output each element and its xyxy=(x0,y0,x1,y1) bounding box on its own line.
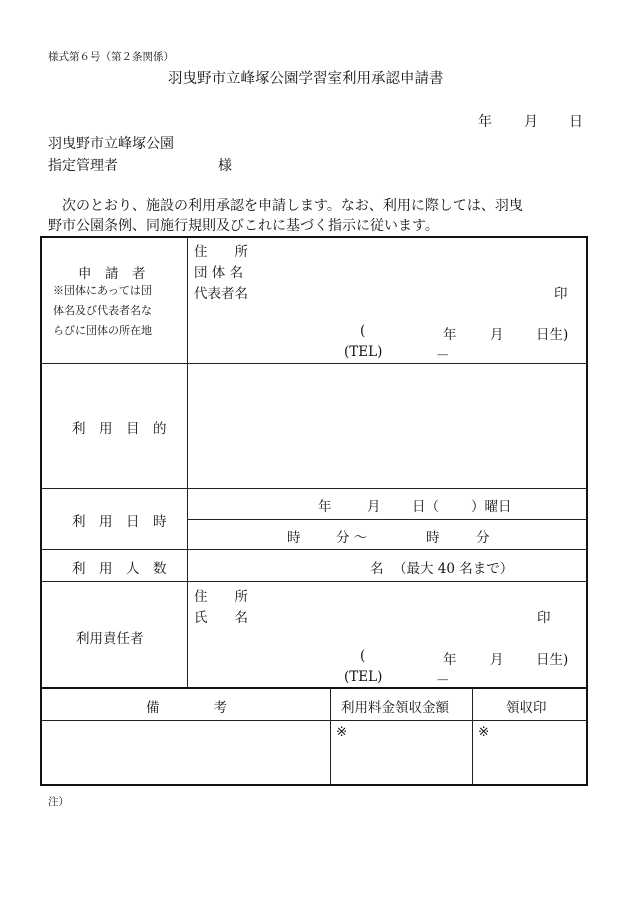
row-divider xyxy=(40,581,588,582)
people-unit: 名 xyxy=(370,561,384,577)
datetime-hour-start: 時 xyxy=(287,530,301,546)
manager-tel-dash: － xyxy=(436,673,450,689)
fee-mark: ※ xyxy=(336,724,348,740)
applicant-seal: 印 xyxy=(554,286,568,302)
table-border-right xyxy=(586,236,588,786)
intro-line1: 次のとおり、施設の利用承認を申請します。なお、利用に際しては、羽曳 xyxy=(62,198,523,214)
table-border-bottom xyxy=(40,784,588,786)
manager-address-label: 住 所 xyxy=(194,589,248,605)
applicant-note-2: 体名及び代表者名な xyxy=(53,304,152,317)
people-label: 利 用 人 数 xyxy=(72,561,167,577)
applicant-note-1: ※団体にあっては団 xyxy=(53,284,152,297)
footer-col-divider xyxy=(330,687,331,785)
addressee-honorific: 様 xyxy=(218,158,232,174)
datetime-weekday: ）曜日 xyxy=(471,499,512,515)
footer-divider xyxy=(40,687,588,689)
manager-birth-month: 月 xyxy=(490,652,504,668)
applicant-birth-month: 月 xyxy=(490,327,504,343)
datetime-month: 月 xyxy=(367,499,381,515)
applicant-rep-label: 代表者名 xyxy=(194,286,248,302)
remarks-header: 備 考 xyxy=(146,700,227,716)
datetime-min-end: 分 xyxy=(476,530,490,546)
row-divider xyxy=(40,488,588,489)
row-divider xyxy=(40,363,588,364)
footer-col-divider xyxy=(472,687,473,785)
applicant-birth-year: 年 xyxy=(443,327,457,343)
date-month: 月 xyxy=(524,114,538,130)
date-year: 年 xyxy=(478,114,492,130)
datetime-label: 利 用 日 時 xyxy=(72,514,167,530)
datetime-year: 年 xyxy=(318,499,332,515)
manager-birth-year: 年 xyxy=(443,652,457,668)
row-divider xyxy=(187,519,588,520)
note: 注） xyxy=(48,796,69,808)
purpose-label: 利 用 目 的 xyxy=(72,421,167,437)
datetime-hour-end: 時 xyxy=(426,530,440,546)
receipt-mark: ※ xyxy=(478,724,490,740)
label-divider xyxy=(187,236,188,688)
manager-name-label: 氏 名 xyxy=(194,610,248,626)
table-border-left xyxy=(40,236,42,786)
manager-seal: 印 xyxy=(537,610,551,626)
table-border-top xyxy=(40,236,588,238)
footer-header-divider xyxy=(40,720,588,721)
manager-tel-label: (TEL) xyxy=(344,669,383,685)
row-divider xyxy=(40,549,588,550)
manager-birth-day: 日生) xyxy=(536,652,569,668)
applicant-address-label: 住 所 xyxy=(194,244,248,260)
form-number: 様式第６号（第２条関係） xyxy=(48,51,174,63)
applicant-birth-open: ( xyxy=(360,323,366,339)
addressee-line2: 指定管理者 xyxy=(48,158,118,174)
applicant-birth-day: 日生) xyxy=(536,327,569,343)
people-limit: （最大 40 名まで） xyxy=(393,561,514,577)
manager-birth-open: ( xyxy=(360,648,366,664)
addressee-line1: 羽曳野市立峰塚公園 xyxy=(48,136,174,152)
datetime-min-start: 分 ～ xyxy=(336,530,368,546)
applicant-label: 申 請 者 xyxy=(78,266,146,282)
receipt-header: 領収印 xyxy=(506,700,547,716)
applicant-org-label: 団 体 名 xyxy=(194,265,244,281)
manager-label: 利用責任者 xyxy=(76,631,144,647)
date-day: 日 xyxy=(569,114,583,130)
fee-header: 利用料金領収金額 xyxy=(341,700,449,716)
form-title: 羽曳野市立峰塚公園学習室利用承認申請書 xyxy=(168,71,444,87)
applicant-note-3: らびに団体の所在地 xyxy=(53,324,152,337)
applicant-tel-dash: － xyxy=(436,348,450,364)
intro-line2: 野市公園条例、同施行規則及びこれに基づく指示に従います。 xyxy=(48,218,439,234)
applicant-tel-label: (TEL) xyxy=(344,344,383,360)
datetime-day: 日（ xyxy=(412,499,439,515)
